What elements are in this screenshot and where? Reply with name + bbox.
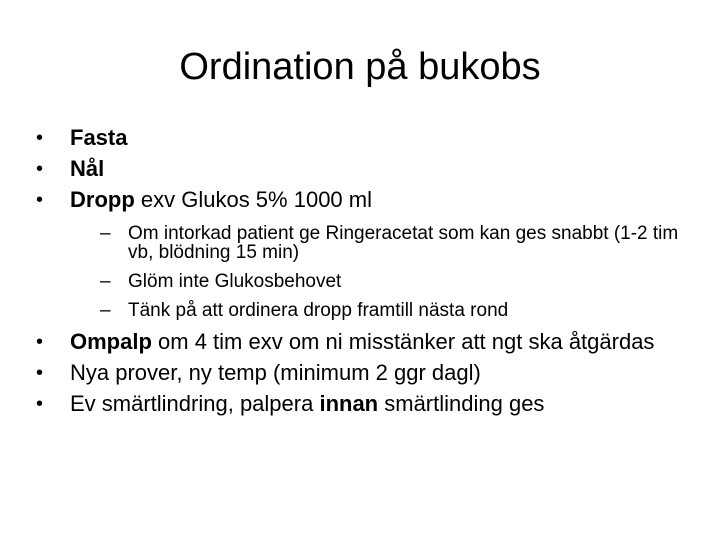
sub-item-text: Om intorkad patient ge Ringeracetat som kan ges snabbt (1-2 tim vb, blödning 15 min) <box>128 223 679 263</box>
bullet-item-fasta <box>36 126 686 150</box>
item-bold-text: Nål <box>70 156 105 181</box>
item-text: Nya prover, ny temp (minimum 2 ggr dagl) <box>70 360 481 385</box>
item-bold-text: Dropp <box>70 187 135 212</box>
bullet-icon: • <box>36 362 44 384</box>
bullet-icon: • <box>36 189 44 211</box>
sub-item-dropp-rond <box>100 301 686 320</box>
dash-icon: – <box>100 300 111 321</box>
sub-item-text: Tänk på att ordinera dropp framtill nästa rond <box>128 300 509 321</box>
bullet-item-smartlindring <box>36 392 686 416</box>
bullet-icon: • <box>36 393 44 415</box>
item-bold-text: Fasta <box>70 125 128 150</box>
dash-icon: – <box>100 271 111 292</box>
item-text: smärtlinding ges <box>378 391 545 416</box>
bullet-item-dropp <box>36 188 686 212</box>
bullet-list <box>36 126 686 423</box>
bullet-icon: • <box>36 158 44 180</box>
sub-bullet-list <box>100 224 686 320</box>
item-bold-text: innan <box>319 391 379 416</box>
sub-item-ringeracetat <box>100 224 686 262</box>
item-text: exv Glukos 5% 1000 ml <box>134 187 372 212</box>
item-bold-text: Ompalp <box>70 329 152 354</box>
bullet-icon: • <box>36 127 44 149</box>
slide-title: Ordination på bukobs <box>179 46 541 88</box>
bullet-icon: • <box>36 331 44 353</box>
item-text: Ev smärtlindring, palpera <box>70 391 320 416</box>
bullet-item-ompalp <box>36 330 686 354</box>
sub-item-glukosbehovet <box>100 272 686 291</box>
sub-item-text: Glöm inte Glukosbehovet <box>128 271 342 292</box>
dash-icon: – <box>100 223 111 244</box>
bullet-item-nal <box>36 157 686 181</box>
bullet-item-prover <box>36 361 686 385</box>
item-text: om 4 tim exv om ni misstänker att ngt ska åtgärdas <box>151 329 655 354</box>
